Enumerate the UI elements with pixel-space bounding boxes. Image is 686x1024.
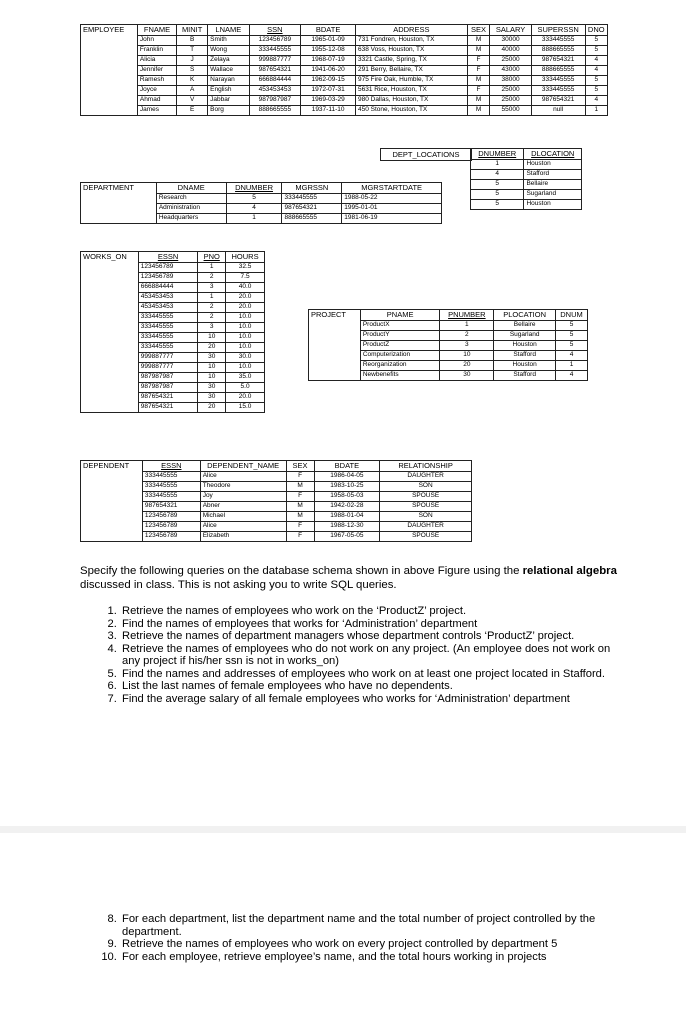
table-cell: 3321 Castle, Spring, TX [356, 56, 468, 66]
table-cell: 1965-01-09 [301, 36, 356, 46]
table-cell: S [177, 66, 208, 76]
table-cell: F [286, 532, 314, 542]
column-header: DLOCATION [524, 149, 582, 160]
table-cell: 999887777 [138, 363, 198, 373]
table-cell: 987654321 [138, 393, 198, 403]
table-cell: F [286, 522, 314, 532]
table-cell: Jennifer [137, 66, 176, 76]
table-cell: 3 [440, 341, 494, 351]
table-cell: 20.0 [226, 303, 265, 313]
table-cell: M [467, 36, 490, 46]
table-row [81, 106, 608, 116]
query-item: 7. Find the average salary of all female employees who works for ‘Administration’ department [120, 693, 625, 706]
table-row [471, 190, 582, 200]
column-header: ESSN [142, 461, 200, 472]
query-item: 9. Retrieve the names of employees who work on every project controlled by department 5 [120, 938, 625, 951]
table-cell: F [286, 492, 314, 502]
table-cell: M [467, 46, 490, 56]
table-cell: 1 [226, 214, 282, 224]
employee-label: EMPLOYEE [81, 25, 138, 116]
table-cell: Research [156, 194, 226, 204]
table-cell: 888665555 [282, 214, 342, 224]
table-cell: M [467, 76, 490, 86]
table-cell: 25000 [490, 96, 531, 106]
table-cell: 10 [198, 373, 226, 383]
query-item: 6. List the last names of female employees who have no dependents. [120, 680, 625, 693]
table-cell: 4 [556, 371, 588, 381]
table-cell: Houston [494, 341, 556, 351]
query-item: 2. Find the names of employees that works for ‘Administration’ department [120, 618, 625, 631]
table-cell: 975 Fire Oak, Humble, TX [356, 76, 468, 86]
table-cell: Wallace [208, 66, 249, 76]
table-row [81, 66, 608, 76]
table-cell: 40000 [490, 46, 531, 56]
table-row [471, 160, 582, 170]
table-cell: 30 [198, 383, 226, 393]
table-cell: 987654321 [282, 204, 342, 214]
table-cell: Abner [200, 502, 286, 512]
column-header: PLOCATION [494, 310, 556, 321]
table-cell: SPOUSE [380, 492, 472, 502]
table-cell: John [137, 36, 176, 46]
table-cell: 1937-11-10 [301, 106, 356, 116]
table-cell: 888665555 [249, 106, 301, 116]
table-cell: 987654321 [138, 403, 198, 413]
table-cell: 20 [198, 343, 226, 353]
table-cell: 4 [556, 351, 588, 361]
table-cell: 999887777 [138, 353, 198, 363]
table-cell: 333445555 [142, 492, 200, 502]
table-cell: Alicia [137, 56, 176, 66]
table-cell: Smith [208, 36, 249, 46]
column-header: SSN [249, 25, 301, 36]
table-cell: 30 [198, 353, 226, 363]
table-cell: 888665555 [531, 66, 585, 76]
project-table [308, 309, 588, 381]
table-cell: Houston [524, 200, 582, 210]
query-item: 3. Retrieve the names of department managers whose department controls ‘ProductZ’ project. [120, 630, 625, 643]
table-cell: Computerization [360, 351, 440, 361]
table-row [81, 86, 608, 96]
table-cell: K [177, 76, 208, 86]
table-cell: Bellaire [494, 321, 556, 331]
table-cell: Administration [156, 204, 226, 214]
table-cell: 666884444 [138, 283, 198, 293]
column-header: SEX [467, 25, 490, 36]
table-cell: 123456789 [249, 36, 301, 46]
table-cell: M [286, 482, 314, 492]
table-cell: 291 Berry, Bellaire, TX [356, 66, 468, 76]
table-cell: 2 [198, 303, 226, 313]
table-cell: 20.0 [226, 393, 265, 403]
table-cell: 5 [471, 180, 524, 190]
table-cell: Sugarland [524, 190, 582, 200]
table-cell: Wong [208, 46, 249, 56]
column-header: SALARY [490, 25, 531, 36]
table-cell: Stafford [494, 351, 556, 361]
table-cell: SON [380, 482, 472, 492]
table-cell: J [177, 56, 208, 66]
table-cell: 5 [585, 76, 607, 86]
table-cell: Stafford [494, 371, 556, 381]
table-cell: 638 Voss, Houston, TX [356, 46, 468, 56]
table-cell: Alice [200, 522, 286, 532]
table-cell: 333445555 [138, 343, 198, 353]
table-row [471, 170, 582, 180]
table-cell: 10.0 [226, 333, 265, 343]
table-cell: ProductZ [360, 341, 440, 351]
column-header: HOURS [226, 252, 265, 263]
table-cell: B [177, 36, 208, 46]
employee-table [80, 24, 608, 116]
table-cell: 333445555 [531, 36, 585, 46]
table-cell: A [177, 86, 208, 96]
table-cell: Joy [200, 492, 286, 502]
table-cell: 10 [198, 333, 226, 343]
table-cell: 1942-02-28 [314, 502, 380, 512]
table-cell: 1988-05-22 [342, 194, 442, 204]
table-cell: 5 [556, 321, 588, 331]
table-cell: V [177, 96, 208, 106]
query-list-2 [100, 913, 625, 963]
table-row [81, 36, 608, 46]
table-cell: 1962-09-15 [301, 76, 356, 86]
table-cell: 1988-01-04 [314, 512, 380, 522]
table-cell: 453453453 [138, 293, 198, 303]
table-cell: Ramesh [137, 76, 176, 86]
query-item: 10. For each employee, retrieve employee’s name, and the total hours working in projects [120, 951, 625, 964]
table-cell: 1 [556, 361, 588, 371]
table-cell: 2 [198, 313, 226, 323]
table-cell: 5 [226, 194, 282, 204]
table-cell: 666884444 [249, 76, 301, 86]
table-cell: 987987987 [138, 373, 198, 383]
table-cell: 987654321 [531, 56, 585, 66]
table-cell: 4 [585, 66, 607, 76]
table-cell: 987654321 [249, 66, 301, 76]
table-cell: 1972-07-31 [301, 86, 356, 96]
project-label: PROJECT [309, 310, 361, 381]
query-list-1 [100, 605, 625, 705]
table-cell: Houston [524, 160, 582, 170]
column-header: PNUMBER [440, 310, 494, 321]
table-cell: 5 [585, 86, 607, 96]
table-cell: James [137, 106, 176, 116]
column-header: DNUMBER [471, 149, 524, 160]
table-cell: 1 [585, 106, 607, 116]
table-cell: 5 [585, 36, 607, 46]
query-item: 8. For each department, list the department name and the total number of project controlled by the department. [120, 913, 625, 938]
table-row [81, 76, 608, 86]
table-cell: 30000 [490, 36, 531, 46]
table-cell: 3 [198, 283, 226, 293]
column-header: PNAME [360, 310, 440, 321]
works-on-label: WORKS_ON [81, 252, 139, 413]
column-header: ESSN [138, 252, 198, 263]
table-cell: 987654321 [142, 502, 200, 512]
table-cell: Elizabeth [200, 532, 286, 542]
column-header: DNUMBER [226, 183, 282, 194]
table-cell: 1995-01-01 [342, 204, 442, 214]
table-cell: 123456789 [142, 512, 200, 522]
table-cell: Alice [200, 472, 286, 482]
table-row [81, 46, 608, 56]
table-cell: M [467, 96, 490, 106]
table-cell: 333445555 [138, 313, 198, 323]
table-cell: 1958-05-03 [314, 492, 380, 502]
table-cell: 2 [440, 331, 494, 341]
column-header: SEX [286, 461, 314, 472]
table-cell: 1 [198, 263, 226, 273]
department-label: DEPARTMENT [81, 183, 157, 224]
table-cell: 123456789 [138, 263, 198, 273]
dependent-table [80, 460, 472, 542]
table-cell: 453453453 [138, 303, 198, 313]
table-cell: Stafford [524, 170, 582, 180]
table-cell: Reorganization [360, 361, 440, 371]
table-cell: M [467, 106, 490, 116]
table-cell: 333445555 [142, 482, 200, 492]
table-cell: 30.0 [226, 353, 265, 363]
table-cell: 5 [471, 190, 524, 200]
table-cell: 333445555 [531, 76, 585, 86]
table-cell: 4 [471, 170, 524, 180]
column-header: ADDRESS [356, 25, 468, 36]
table-cell: 987654321 [531, 96, 585, 106]
page-divider [0, 826, 686, 833]
table-cell: 35.0 [226, 373, 265, 383]
table-cell: 333445555 [138, 323, 198, 333]
table-cell: 20.0 [226, 293, 265, 303]
table-cell: Bellaire [524, 180, 582, 190]
table-cell: 1955-12-08 [301, 46, 356, 56]
column-header: MINIT [177, 25, 208, 36]
table-cell: 333445555 [249, 46, 301, 56]
table-cell: ProductX [360, 321, 440, 331]
table-cell: 123456789 [142, 532, 200, 542]
table-cell: 5.0 [226, 383, 265, 393]
column-header: LNAME [208, 25, 249, 36]
table-cell: 4 [226, 204, 282, 214]
column-header: PNO [198, 252, 226, 263]
table-cell: SON [380, 512, 472, 522]
table-cell: 30 [440, 371, 494, 381]
table-cell: 10.0 [226, 323, 265, 333]
table-cell: SPOUSE [380, 502, 472, 512]
table-cell: 4 [585, 96, 607, 106]
column-header: BDATE [314, 461, 380, 472]
table-cell: 20 [440, 361, 494, 371]
instructions: Specify the following queries on the database schema shown in above Figure using the relational algebra discussed in class. This is not asking you to write SQL queries. [80, 565, 617, 591]
column-header: RELATIONSHIP [380, 461, 472, 472]
table-cell: Franklin [137, 46, 176, 56]
table-cell: 1986-04-05 [314, 472, 380, 482]
table-cell: ProductY [360, 331, 440, 341]
table-cell: 30 [198, 393, 226, 403]
table-cell: Headquarters [156, 214, 226, 224]
table-cell: 1988-12-30 [314, 522, 380, 532]
table-cell: Borg [208, 106, 249, 116]
table-cell: 5631 Rice, Houston, TX [356, 86, 468, 96]
table-cell: Newbenefits [360, 371, 440, 381]
table-cell: 10 [440, 351, 494, 361]
table-cell: F [467, 86, 490, 96]
table-cell: 999887777 [249, 56, 301, 66]
column-header: DEPENDENT_NAME [200, 461, 286, 472]
table-cell: 5 [556, 341, 588, 351]
table-row [471, 200, 582, 210]
table-cell: 453453453 [249, 86, 301, 96]
table-cell: 2 [198, 273, 226, 283]
table-cell: 40.0 [226, 283, 265, 293]
table-cell: 15.0 [226, 403, 265, 413]
column-header: FNAME [137, 25, 176, 36]
column-header: SUPERSSN [531, 25, 585, 36]
table-cell: 1981-06-19 [342, 214, 442, 224]
table-cell: 1 [471, 160, 524, 170]
table-cell: 1941-06-20 [301, 66, 356, 76]
table-cell: Ahmad [137, 96, 176, 106]
table-cell: 1 [198, 293, 226, 303]
table-row [81, 56, 608, 66]
table-cell: 43000 [490, 66, 531, 76]
table-cell: 888665555 [531, 46, 585, 56]
table-cell: 980 Dallas, Houston, TX [356, 96, 468, 106]
instructions-bold: relational algebra [522, 565, 617, 577]
column-header: DNO [585, 25, 607, 36]
table-cell: T [177, 46, 208, 56]
table-cell: Michael [200, 512, 286, 522]
table-cell: 5 [556, 331, 588, 341]
table-cell: 1983-10-25 [314, 482, 380, 492]
table-cell: Houston [494, 361, 556, 371]
table-cell: M [286, 502, 314, 512]
table-cell: 5 [585, 46, 607, 56]
table-cell: Sugarland [494, 331, 556, 341]
table-cell: 10.0 [226, 363, 265, 373]
table-cell: English [208, 86, 249, 96]
table-cell: 3 [198, 323, 226, 333]
table-cell: E [177, 106, 208, 116]
table-cell: Theodore [200, 482, 286, 492]
table-cell: F [467, 56, 490, 66]
table-cell: DAUGHTER [380, 472, 472, 482]
works-on-table [80, 251, 265, 413]
table-cell: 25000 [490, 86, 531, 96]
table-cell: 10.0 [226, 343, 265, 353]
table-cell: 32.5 [226, 263, 265, 273]
table-cell: 10.0 [226, 313, 265, 323]
column-header: DNAME [156, 183, 226, 194]
table-cell: 333445555 [282, 194, 342, 204]
table-cell: 333445555 [142, 472, 200, 482]
dept-locations-table [470, 148, 582, 210]
table-cell: Joyce [137, 86, 176, 96]
query-item: 5. Find the names and addresses of employees who work on at least one project located in Stafford. [120, 668, 625, 681]
table-cell: null [531, 106, 585, 116]
table-cell: 7.5 [226, 273, 265, 283]
table-cell: 333445555 [531, 86, 585, 96]
table-cell: 123456789 [138, 273, 198, 283]
table-cell: 1967-05-05 [314, 532, 380, 542]
table-cell: M [286, 512, 314, 522]
table-row [81, 96, 608, 106]
table-cell: 10 [198, 363, 226, 373]
table-cell: 1 [440, 321, 494, 331]
table-cell: 1969-03-29 [301, 96, 356, 106]
table-cell: 987987987 [249, 96, 301, 106]
table-cell: DAUGHTER [380, 522, 472, 532]
table-cell: 450 Stone, Houston, TX [356, 106, 468, 116]
table-cell: Zelaya [208, 56, 249, 66]
table-cell: 123456789 [142, 522, 200, 532]
table-cell: 4 [585, 56, 607, 66]
column-header: BDATE [301, 25, 356, 36]
table-cell: 20 [198, 403, 226, 413]
table-cell: F [286, 472, 314, 482]
query-item: 1. Retrieve the names of employees who work on the ‘ProductZ’ project. [120, 605, 625, 618]
table-cell: 1968-07-19 [301, 56, 356, 66]
table-cell: 55000 [490, 106, 531, 116]
dependent-label: DEPENDENT [81, 461, 143, 542]
table-cell: SPOUSE [380, 532, 472, 542]
table-row [471, 180, 582, 190]
dept-locations-label: DEPT_LOCATIONS [380, 148, 472, 161]
table-cell: F [467, 66, 490, 76]
table-cell: 987987987 [138, 383, 198, 393]
table-cell: Narayan [208, 76, 249, 86]
table-cell: 5 [471, 200, 524, 210]
column-header: MGRSSN [282, 183, 342, 194]
department-table [80, 182, 442, 224]
column-header: MGRSTARTDATE [342, 183, 442, 194]
column-header: DNUM [556, 310, 588, 321]
query-item: 4. Retrieve the names of employees who do not work on any project. (An employee does not work on any project if his/her ssn is not in works_on) [120, 643, 625, 668]
table-cell: 731 Fondren, Houston, TX [356, 36, 468, 46]
table-cell: 38000 [490, 76, 531, 86]
table-cell: 25000 [490, 56, 531, 66]
table-cell: Jabbar [208, 96, 249, 106]
table-cell: 333445555 [138, 333, 198, 343]
